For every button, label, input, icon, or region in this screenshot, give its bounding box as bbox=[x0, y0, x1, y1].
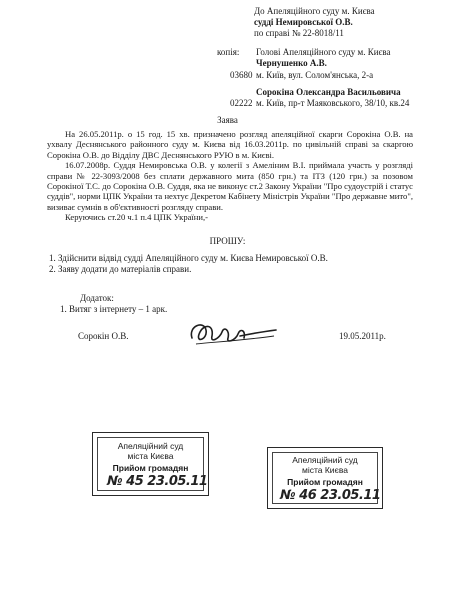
stamp-2-reception: Прийом громадян bbox=[287, 477, 363, 487]
case-number: по справі № 22-8018/11 bbox=[254, 28, 344, 38]
copy-address: м. Київ, вул. Солом'янська, 2-а bbox=[256, 70, 374, 80]
addressee-judge: судді Немировської О.В. bbox=[254, 17, 353, 27]
addressee-court: До Апеляційного суду м. Києва bbox=[254, 6, 375, 16]
paragraph-3: Керуючись ст.20 ч.1 п.4 ЦПК України,- bbox=[65, 212, 209, 223]
handwritten-signature bbox=[186, 316, 281, 350]
body-text bbox=[47, 129, 413, 223]
paragraph-1: На 26.05.2011р. о 15 год. 15 хв. призначено розгляд апеляційної скарги Сорокіна О.В. на ухвалу Деснянського районного суду м. Києва від 16.03.2011р. по цивільній справі за скаргою Сорокіна О.В. до Відділу ДВС Деснянського РУЮ в м. Києві. bbox=[47, 129, 413, 160]
request-title: ПРОШУ: bbox=[209, 236, 246, 246]
request-item-1: 1. Здійснити відвід судді Апеляційного суду м. Києва Немировської О.В. bbox=[49, 253, 328, 263]
sender-name: Сорокіна Олександра Васильовича bbox=[256, 87, 401, 97]
request-item-2: 2. Заяву додати до матеріалів справи. bbox=[49, 264, 192, 274]
sender-address: м. Київ, пр-т Маяковського, 38/10, кв.24 bbox=[256, 98, 410, 108]
sender-postcode: 02222 bbox=[230, 98, 253, 108]
stamp-1-city: міста Києва bbox=[127, 451, 174, 461]
paragraph-2: 16.07.2008р. Суддя Немировська О.В. у колегії з Амеліним В.І. приймала участь у розгляді справи № 22-3093/2008 без сплати державного мита (850 грн.) та ІТЗ (120 грн.) за позовом Сорокіної Т.С. до Сорокіна О.В. Суддя, яка не виконує ст.2 Закону України "Про судоустрій і статус суддів", норми ЦПК України та нехтує Декретом Кабінету Міністрів України "Про державне мито", визиває сумнів в об'єктивності розгляду справи. bbox=[47, 160, 413, 212]
copy-label: копія: bbox=[217, 47, 240, 57]
stamp-1-handwritten: № 45 23.05.11 bbox=[107, 474, 208, 489]
stamp-2-handwritten: № 46 23.05.11 bbox=[280, 488, 381, 503]
stamp-2-court: Апеляційний суд bbox=[292, 455, 358, 465]
reception-stamp-2 bbox=[267, 447, 383, 509]
attachments-title: Додаток: bbox=[80, 293, 114, 303]
reception-stamp-1 bbox=[92, 432, 209, 496]
copy-postcode: 03680 bbox=[230, 70, 253, 80]
copy-recipient-name: Чернушенко А.В. bbox=[256, 58, 327, 68]
document-title: Заява bbox=[217, 115, 238, 125]
stamp-1-court: Апеляційний суд bbox=[117, 441, 184, 451]
copy-recipient-title: Голові Апеляційного суду м. Києва bbox=[256, 47, 391, 57]
attachment-item-1: 1. Витяг з інтернету – 1 арк. bbox=[60, 304, 168, 314]
signer-name: Сорокін О.В. bbox=[78, 331, 129, 341]
signature-date: 19.05.2011р. bbox=[339, 331, 386, 341]
stamp-1-reception: Прийом громадян bbox=[112, 463, 189, 473]
stamp-2-city: міста Києва bbox=[301, 465, 349, 475]
